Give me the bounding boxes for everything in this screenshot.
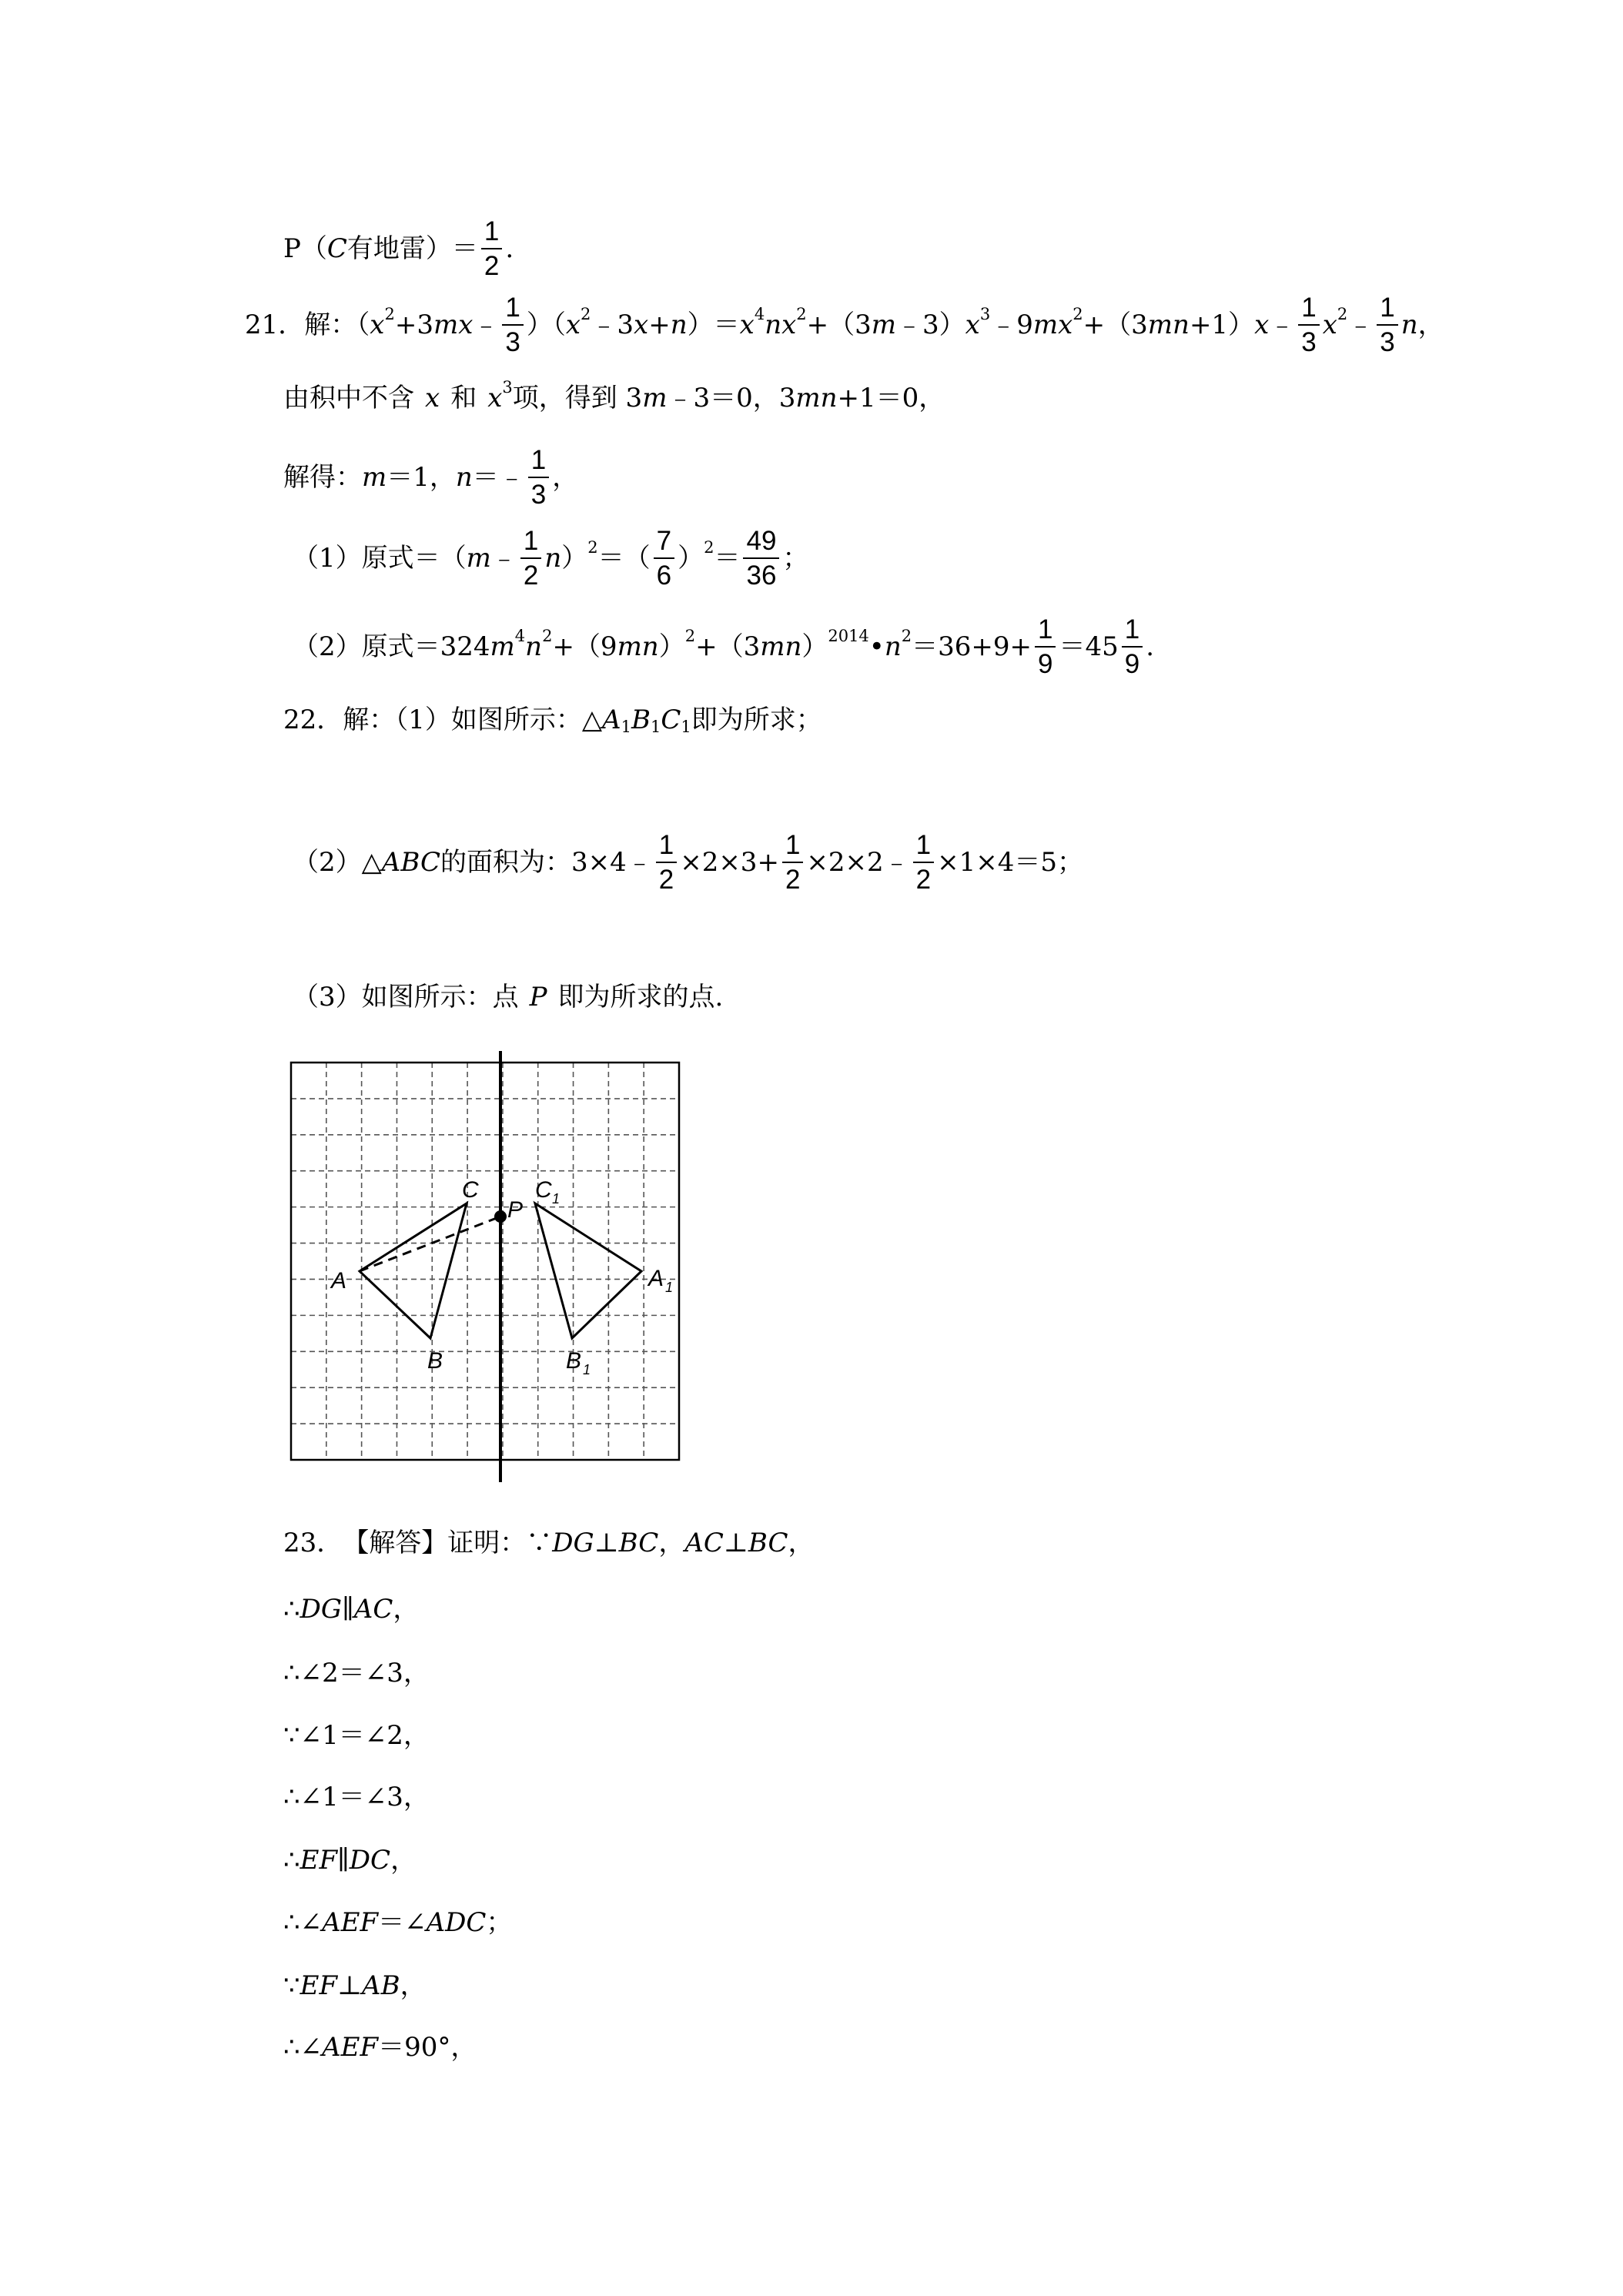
grid: [291, 1063, 679, 1460]
text: ABC: [381, 847, 440, 878]
exponent: 2: [796, 304, 807, 323]
text: x: [739, 310, 755, 340]
numerator: 1: [1301, 293, 1317, 323]
numerator: 1: [484, 216, 500, 246]
text: ）＝: [687, 310, 740, 340]
text: AEF: [322, 2032, 379, 2063]
label-c1: C: [535, 1177, 552, 1203]
text: C: [661, 705, 681, 735]
text: ，: [1417, 310, 1444, 340]
exponent: 3: [979, 304, 991, 323]
label-a: A: [331, 1268, 347, 1294]
text: BC: [618, 1528, 659, 1558]
text: x: [487, 383, 503, 413]
text: ∥: [337, 1845, 350, 1876]
q23-line-1: [283, 1530, 815, 1556]
text: C: [326, 233, 347, 264]
text: 即为所求；: [691, 705, 822, 735]
text: mn: [795, 383, 838, 413]
label-c: C: [462, 1177, 479, 1203]
denominator: 9: [1122, 646, 1143, 678]
text: n: [1400, 310, 1418, 340]
text: mx: [1032, 310, 1073, 340]
text: ＝∠: [378, 1907, 427, 1938]
q23-line-9: [283, 2032, 477, 2063]
q22-line-1: [283, 705, 822, 736]
text: ﹣: [490, 543, 517, 574]
probability-line: [283, 218, 514, 279]
text: ⊥: [723, 1528, 748, 1558]
fraction: [654, 527, 674, 589]
text: ∵: [283, 1970, 300, 2001]
text: m: [362, 462, 387, 493]
q21-line-2: [283, 377, 945, 413]
text: ）（: [526, 310, 566, 340]
text: ∴∠: [283, 2032, 323, 2063]
text: ＝90°，: [378, 2032, 477, 2063]
label-b1-subscript: 1: [583, 1362, 591, 1377]
exponent: 4: [754, 304, 765, 323]
text: nx: [765, 310, 797, 340]
text: +1）: [1189, 310, 1255, 340]
text: ADC: [426, 1907, 487, 1938]
text: ∴∠1＝∠3，: [283, 1782, 430, 1812]
exponent: 2014: [828, 626, 869, 645]
q23-line-3: [283, 1658, 430, 1689]
text: ，: [552, 462, 579, 493]
triangle-abc: [360, 1203, 467, 1338]
text: +3: [394, 310, 433, 340]
text: 解得：: [283, 462, 362, 493]
fraction: [520, 527, 541, 589]
text: x: [1254, 310, 1270, 340]
exponent: 2: [901, 626, 912, 645]
q23-line-8: [283, 1970, 427, 2001]
text: ；: [486, 1907, 513, 1938]
question-number: 22．: [283, 705, 343, 735]
text: ，: [658, 1528, 685, 1558]
exponent: 2: [542, 626, 553, 645]
exponent: 4: [514, 626, 526, 645]
fraction: [782, 832, 803, 893]
denominator: 3: [502, 324, 523, 356]
text: ，: [400, 1970, 427, 2001]
text: x: [425, 383, 440, 413]
denominator: 2: [656, 862, 677, 893]
denominator: 36: [743, 557, 779, 589]
text: +（3: [695, 631, 761, 662]
subscript: 1: [681, 717, 691, 736]
text: x: [634, 310, 649, 340]
text: ﹣9: [990, 310, 1033, 340]
text: EF: [300, 1845, 338, 1876]
q23-line-7: [283, 1909, 512, 1936]
text: ＝45: [1059, 631, 1119, 662]
text: ∴∠2＝∠3，: [283, 1658, 430, 1689]
denominator: 3: [1377, 324, 1397, 356]
numerator: 1: [915, 830, 932, 860]
question-number: 21．: [245, 310, 305, 340]
text: mn: [1147, 310, 1190, 340]
denominator: 3: [1298, 324, 1319, 356]
text: ）: [678, 543, 704, 574]
text: mx: [433, 310, 474, 340]
text: +（3: [1083, 310, 1148, 340]
text: m: [490, 631, 515, 662]
text: AB: [362, 1970, 400, 2001]
triangle-a1b1c1: [535, 1203, 641, 1338]
numerator: 1: [658, 830, 674, 860]
text: ﹣3＝0，3: [667, 383, 796, 413]
text: ⊥: [594, 1528, 619, 1558]
exponent: 2: [581, 304, 591, 323]
text: （3）如图所示：点: [293, 982, 519, 1012]
text: ∥: [342, 1594, 354, 1625]
text: ∴: [283, 1594, 300, 1625]
exponent: 2: [384, 304, 395, 323]
text: ，: [393, 1594, 420, 1625]
text: ＝: [714, 543, 741, 574]
text: n: [525, 631, 543, 662]
text: EF: [300, 1970, 338, 2001]
text: m: [642, 383, 668, 413]
text: ；: [782, 543, 809, 574]
denominator: 6: [654, 557, 674, 589]
grid-border: [291, 1063, 679, 1460]
text: ＝1，: [387, 462, 456, 493]
text: x: [1322, 310, 1337, 340]
text: ，: [788, 1528, 815, 1558]
text: ×2×3+: [680, 847, 779, 878]
text: 【解答】证明：∵: [343, 1528, 553, 1558]
fraction: [1298, 294, 1319, 356]
text: ＝36+9+: [912, 631, 1032, 662]
text: +（3: [806, 310, 872, 340]
text: BC: [748, 1528, 788, 1558]
text: ，: [390, 1845, 417, 1876]
text: .: [505, 233, 514, 264]
q22-line-2: [293, 832, 1083, 893]
fraction: [481, 218, 502, 279]
label-a1-subscript: 1: [665, 1280, 674, 1295]
text: ＝﹣: [472, 462, 525, 493]
text: ﹣: [473, 310, 500, 340]
text: 有地雷）＝: [346, 233, 478, 264]
denominator: 2: [520, 557, 541, 589]
q23-line-5: [283, 1784, 430, 1810]
q22-line-3: [293, 984, 723, 1010]
text: mn: [760, 631, 802, 662]
fraction: [502, 294, 523, 356]
exponent: 2: [704, 537, 714, 557]
text: x: [965, 310, 980, 340]
text: 的面积为：3×4﹣: [440, 847, 653, 878]
label-p: P: [507, 1197, 524, 1223]
label-b: B: [427, 1348, 443, 1374]
text: mn: [617, 631, 659, 662]
text: •: [868, 631, 885, 662]
numerator: 1: [1038, 614, 1053, 644]
text: ）: [801, 631, 828, 662]
label-a1: A: [648, 1266, 664, 1291]
text: ﹣3）: [896, 310, 965, 340]
q21-line-1: [245, 294, 1444, 356]
text: ∴: [283, 1845, 300, 1876]
text: 项，得到 3: [512, 383, 643, 413]
text: n: [455, 462, 473, 493]
text: （1）原式＝（: [293, 543, 467, 574]
denominator: 9: [1035, 646, 1056, 678]
text: m: [466, 543, 491, 574]
text: （2）原式＝324: [293, 631, 490, 662]
q21-line-4: [293, 527, 808, 589]
exponent: 2: [684, 626, 696, 645]
text: P（: [283, 233, 327, 264]
text: ∵∠1＝∠2，: [283, 1720, 430, 1751]
fraction: [528, 447, 549, 508]
denominator: 2: [481, 248, 502, 279]
text: 和: [450, 383, 477, 413]
label-b1: B: [566, 1348, 582, 1374]
text: AC: [684, 1528, 724, 1558]
q23-line-6: [283, 1845, 417, 1876]
exponent: 2: [1073, 304, 1083, 323]
text: A: [602, 705, 621, 735]
text: +（9: [552, 631, 617, 662]
text: B: [631, 705, 651, 735]
label-c1-subscript: 1: [552, 1191, 561, 1207]
numerator: 1: [1380, 293, 1395, 323]
reflection-figure: [289, 1051, 689, 1482]
q23-line-2: [283, 1594, 420, 1625]
numerator: 1: [505, 293, 520, 323]
denominator: 2: [913, 862, 934, 893]
text: .: [1146, 631, 1155, 662]
text: ×2×2﹣: [806, 847, 910, 878]
text: （2）△: [293, 847, 382, 878]
text: DG: [300, 1594, 343, 1625]
text: ）: [561, 543, 588, 574]
text: n: [670, 310, 688, 340]
fraction: [743, 527, 779, 589]
text: m: [871, 310, 897, 340]
text: DG: [552, 1528, 594, 1558]
text: ＝（: [597, 543, 651, 574]
point-p: [494, 1210, 507, 1223]
text: n: [544, 543, 562, 574]
q23-line-4: [283, 1722, 430, 1749]
text: +: [648, 310, 671, 340]
text: 解：（1）如图所示：△: [343, 705, 603, 735]
text: ﹣: [1347, 310, 1374, 340]
text: x: [370, 310, 385, 340]
text: x: [565, 310, 581, 340]
text: 由积中不含: [283, 383, 414, 413]
text: P: [529, 982, 547, 1012]
q21-line-5: [293, 616, 1154, 678]
q21-line-3: [283, 447, 578, 508]
numerator: 1: [530, 445, 547, 475]
text: n: [884, 631, 902, 662]
fraction: [913, 832, 934, 893]
numerator: 1: [785, 830, 801, 860]
text: AEF: [322, 1907, 379, 1938]
text: +1＝0，: [837, 383, 945, 413]
fraction: [656, 832, 677, 893]
text: ∴∠: [283, 1907, 323, 1938]
fraction: [1035, 616, 1056, 678]
numerator: 1: [523, 526, 539, 556]
numerator: 49: [746, 526, 777, 556]
denominator: 3: [528, 477, 549, 508]
numerator: 7: [656, 526, 672, 556]
subscript: 1: [650, 717, 661, 736]
exponent: 3: [502, 377, 513, 397]
fraction: [1377, 294, 1397, 356]
text: AC: [353, 1594, 393, 1625]
exponent: 2: [1337, 304, 1348, 323]
question-number: 23．: [283, 1528, 343, 1558]
fraction: [1122, 616, 1143, 678]
text: DC: [349, 1845, 391, 1876]
subscript: 1: [621, 717, 631, 736]
dashed-line-ap: [360, 1217, 500, 1271]
text: 解：（: [304, 310, 370, 340]
text: ﹣3: [591, 310, 634, 340]
text: ×1×4＝5；: [937, 847, 1083, 878]
exponent: 2: [587, 537, 598, 557]
denominator: 2: [782, 862, 803, 893]
text: ）: [658, 631, 685, 662]
text: 即为所求的点.: [557, 982, 724, 1012]
text: ﹣: [1269, 310, 1296, 340]
text: ⊥: [337, 1970, 363, 2001]
numerator: 1: [1124, 614, 1140, 644]
